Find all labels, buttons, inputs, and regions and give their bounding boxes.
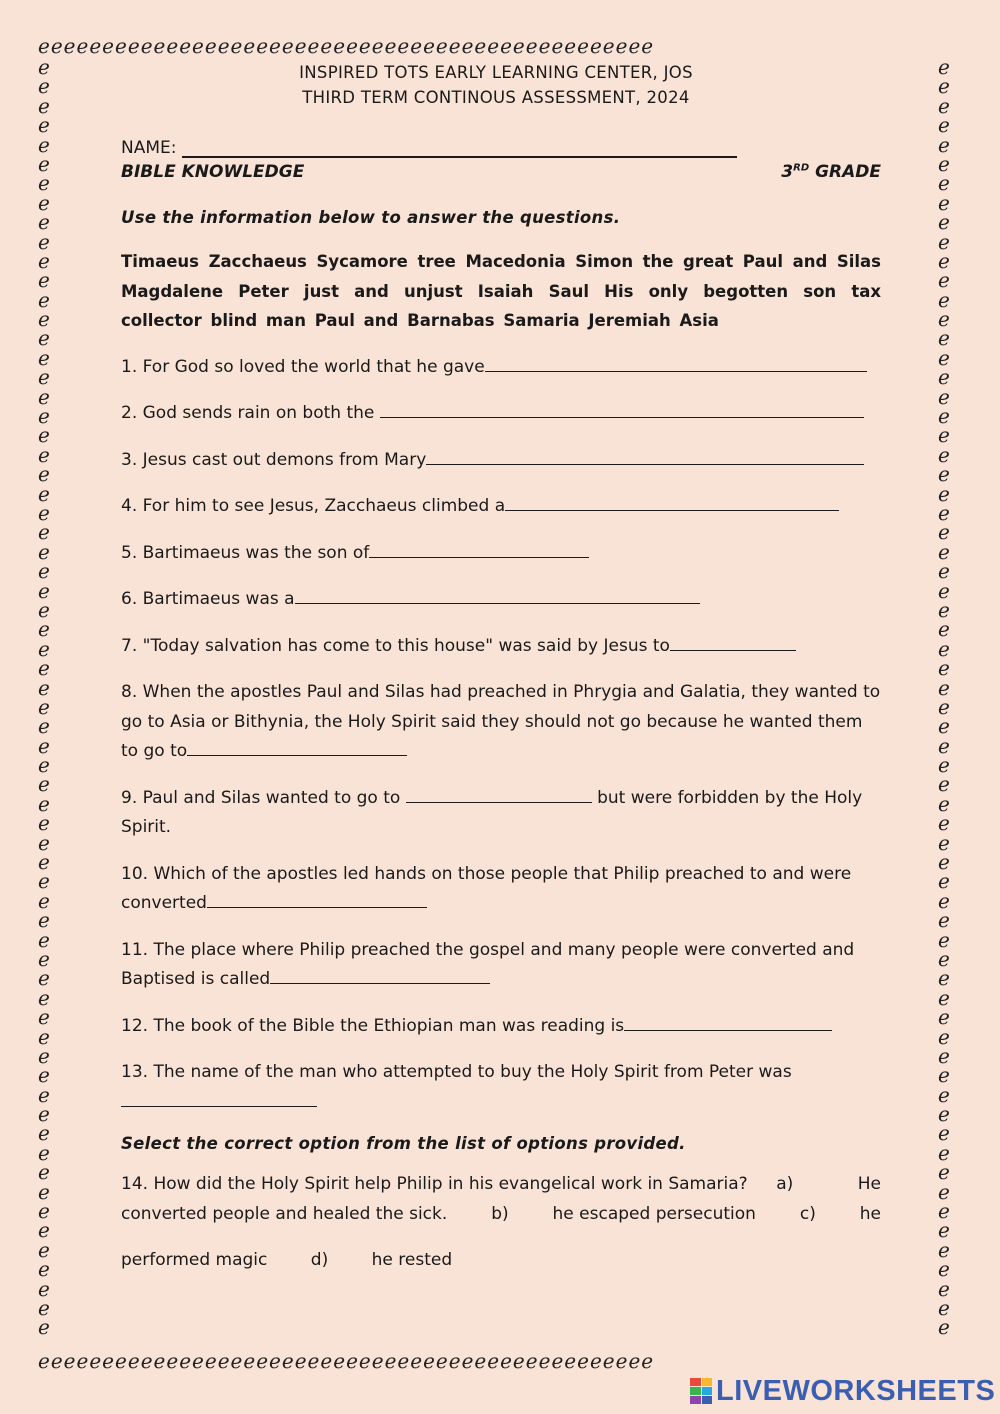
logo-icon xyxy=(690,1378,712,1404)
question-3: 3. Jesus cast out demons from Mary xyxy=(121,446,881,476)
question-1: 1. For God so loved the world that he gave xyxy=(121,353,881,383)
question-6: 6. Bartimaeus was a xyxy=(121,585,881,615)
option-d-letter[interactable]: d) xyxy=(310,1250,329,1270)
name-field[interactable] xyxy=(182,138,737,158)
question-8: 8. When the apostles Paul and Silas had preached in Phrygia and Galatia, they wanted to go to Asia or Bithynia, the Holy Spirit said they should not go because he wanted them to go to xyxy=(121,682,881,761)
name-row xyxy=(121,138,881,158)
option-a-text[interactable]: converted people and healed the sick. xyxy=(121,1203,448,1224)
answer-blank-8[interactable] xyxy=(187,737,407,756)
answer-blank-6[interactable] xyxy=(295,585,700,604)
answer-blank-3[interactable] xyxy=(426,446,864,465)
option-a-letter[interactable]: a) xyxy=(776,1174,794,1194)
option-c-letter[interactable]: c) xyxy=(799,1203,816,1224)
subject-title: BIBLE KNOWLEDGE xyxy=(121,162,305,182)
answer-blank-9[interactable] xyxy=(406,784,592,803)
name-label: NAME: xyxy=(121,138,177,158)
answer-blank-4[interactable] xyxy=(505,492,839,511)
worksheet xyxy=(121,60,881,1276)
answer-blank-12[interactable] xyxy=(624,1012,832,1031)
answer-blank-13[interactable] xyxy=(121,1088,317,1107)
logo-text: LIVEWORKSHEETS xyxy=(716,1374,996,1407)
border-right: ℯ ℯ ℯ ℯ ℯ ℯ ℯ ℯ ℯ ℯ ℯ ℯ ℯ ℯ ℯ ℯ ℯ ℯ ℯ ℯ ℯ ℯ ℯ ℯ ℯ ℯ ℯ ℯ ℯ ℯ ℯ ℯ ℯ ℯ ℯ ℯ ℯ ℯ ℯ ℯ ℯ ℯ ℯ ℯ ℯ ℯ ℯ ℯ ℯ ℯ ℯ ℯ ℯ ℯ ℯ ℯ ℯ ℯ ℯ ℯ ℯ ℯ ℯ ℯ ℯ ℯ xyxy=(938,58,950,1340)
answer-blank-10[interactable] xyxy=(207,889,427,908)
border-left: ℯ ℯ ℯ ℯ ℯ ℯ ℯ ℯ ℯ ℯ ℯ ℯ ℯ ℯ ℯ ℯ ℯ ℯ ℯ ℯ ℯ ℯ ℯ ℯ ℯ ℯ ℯ ℯ ℯ ℯ ℯ ℯ ℯ ℯ ℯ ℯ ℯ ℯ ℯ ℯ ℯ ℯ ℯ ℯ ℯ ℯ ℯ ℯ ℯ ℯ ℯ ℯ ℯ ℯ ℯ ℯ ℯ ℯ ℯ ℯ ℯ ℯ ℯ ℯ ℯ ℯ xyxy=(38,58,50,1340)
question-2: 2. God sends rain on both the xyxy=(121,399,881,429)
option-b-letter[interactable]: b) xyxy=(491,1203,509,1224)
option-b-text[interactable]: he escaped persecution xyxy=(552,1203,756,1224)
answer-blank-5[interactable] xyxy=(369,539,589,558)
question-9: 9. Paul and Silas wanted to go to but were forbidden by the Holy Spirit. xyxy=(121,784,881,843)
answer-blank-2[interactable] xyxy=(380,399,864,418)
assessment-title: THIRD TERM CONTINOUS ASSESSMENT, 2024 xyxy=(302,88,690,107)
answer-blank-11[interactable] xyxy=(270,965,490,984)
word-bank: Timaeus Zacchaeus Sycamore tree Macedonia Simon the great Paul and Silas Magdalene Peter just and unjust Isaiah Saul His only begotten son tax collector blind man Paul and Barnabas Samaria Jeremiah Asia xyxy=(121,252,881,330)
border-bottom: ℯℯℯℯℯℯℯℯℯℯℯℯℯℯℯℯℯℯℯℯℯℯℯℯℯℯℯℯℯℯℯℯℯℯℯℯℯℯℯℯℯℯℯℯℯℯℯℯ xyxy=(38,1351,655,1373)
option-c-word[interactable]: he xyxy=(859,1203,881,1224)
instruction-2: Select the correct option from the list of options provided. xyxy=(121,1134,686,1153)
grade-label: 3RD GRADE xyxy=(781,162,881,182)
option-d-text[interactable]: he rested xyxy=(371,1250,453,1270)
question-14 xyxy=(121,1170,881,1276)
question-4: 4. For him to see Jesus, Zacchaeus climbed a xyxy=(121,492,881,522)
question-11: 11. The place where Philip preached the gospel and many people were converted and Baptised is called xyxy=(121,939,855,989)
question-10: 10. Which of the apostles led hands on those people that Philip preached to and were converted xyxy=(121,863,852,913)
border-top: ℯℯℯℯℯℯℯℯℯℯℯℯℯℯℯℯℯℯℯℯℯℯℯℯℯℯℯℯℯℯℯℯℯℯℯℯℯℯℯℯℯℯℯℯℯℯℯℯ xyxy=(38,36,655,58)
answer-blank-1[interactable] xyxy=(485,353,867,372)
question-14-text: 14. How did the Holy Spirit help Philip in his evangelical work in Samaria? xyxy=(121,1174,748,1194)
answer-blank-7[interactable] xyxy=(670,632,796,651)
question-13: 13. The name of the man who attempted to buy the Holy Spirit from Peter was xyxy=(121,1058,881,1117)
subject-row xyxy=(121,162,881,182)
instruction-1: Use the information below to answer the questions. xyxy=(121,208,621,227)
school-name: INSPIRED TOTS EARLY LEARNING CENTER, JOS xyxy=(299,63,693,82)
liveworksheets-logo xyxy=(690,1374,995,1408)
options-row-3 xyxy=(121,1246,881,1276)
question-5: 5. Bartimaeus was the son of xyxy=(121,539,881,569)
question-12: 12. The book of the Bible the Ethiopian man was reading is xyxy=(121,1012,881,1042)
question-7: 7. "Today salvation has come to this house" was said by Jesus to xyxy=(121,632,881,662)
option-c-text[interactable]: performed magic xyxy=(121,1250,268,1270)
option-a-word[interactable]: He xyxy=(857,1174,881,1194)
